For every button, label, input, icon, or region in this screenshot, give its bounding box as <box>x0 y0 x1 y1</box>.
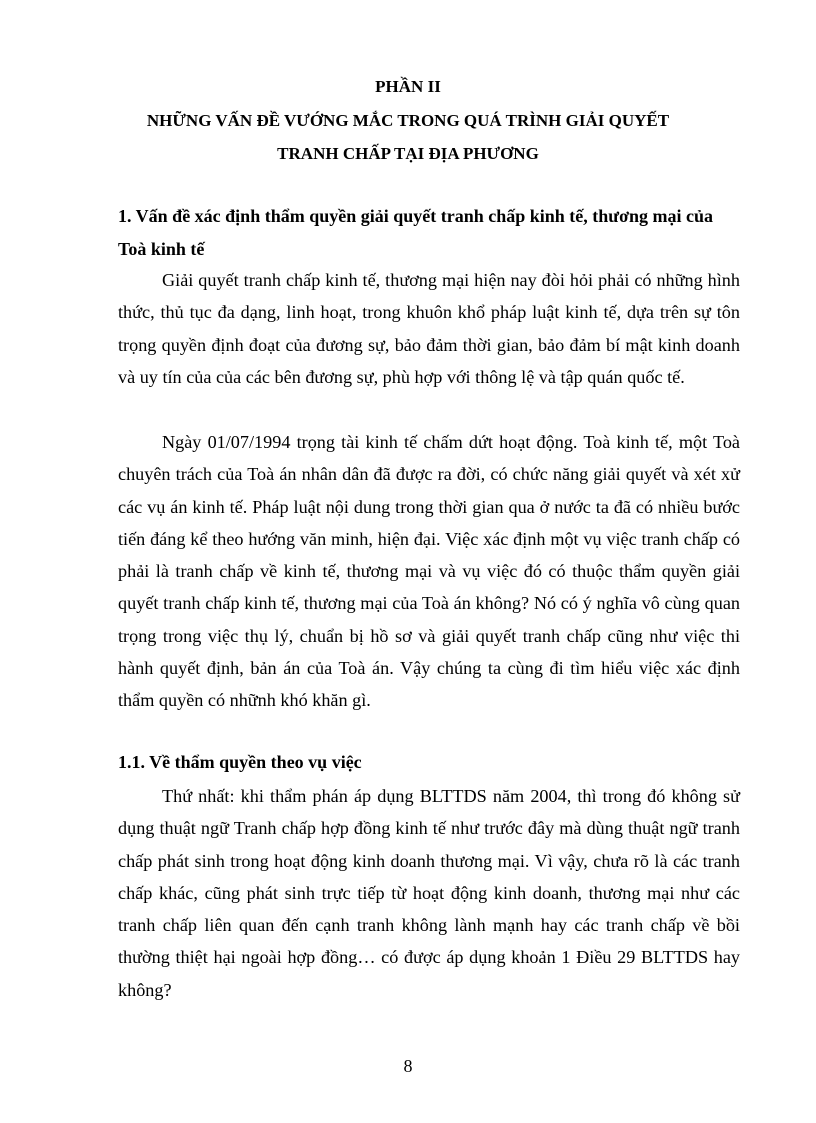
paragraph-1: Giải quyết tranh chấp kinh tế, thương mại hiện nay đòi hỏi phải có những hình thức, thủ tục đa dạng, linh hoạt, trong khuôn khổ pháp luật kinh tế, dựa trên sự tôn trọng quyền định đoạt của đương sự, bảo đảm thời gian, bảo đảm bí mật kinh doanh và uy tín của của các bên đương sự, phù hợp với thông lệ và tập quán quốc tế. <box>118 270 740 387</box>
page-number: 8 <box>403 1056 413 1076</box>
paragraph-2: Ngày 01/07/1994 trọng tài kinh tế chấm dứt hoạt động. Toà kinh tế, một Toà chuyên trách của Toà án nhân dân đã được ra đời, có chức năng giải quyết và xét xử các vụ án kinh tế. Pháp luật nội dung trong thời gian qua ở nước ta đã có nhiều bước tiến đáng kể theo hướng văn minh, hiện đại. Việc xác định một vụ việc tranh chấp có phải là tranh chấp về kinh tế, thương mại và vụ việc đó có thuộc thẩm quyền giải quyết tranh chấp kinh tế, thương mại của Toà án không? Nó có ý nghĩa vô cùng quan trọng trong việc thụ lý, chuẩn bị hồ sơ và giải quyết tranh chấp cũng như việc thi hành quyết định, bản án của Toà án. Vậy chúng ta cùng đi tìm hiểu việc xác định thẩm quyền có nhữnh khó khăn gì. <box>118 432 740 711</box>
part-title-line2: TRANH CHẤP TẠI ĐỊA PHƯƠNG <box>277 144 539 163</box>
part-label: PHẦN II <box>375 77 441 96</box>
subsection-heading: 1.1. Về thẩm quyền theo vụ việc <box>118 752 362 772</box>
paragraph-3: Thứ nhất: khi thẩm phán áp dụng BLTTDS năm 2004, thì trong đó không sử dụng thuật ngữ Tranh chấp hợp đồng kinh tế như trước đây mà dùng thuật ngữ tranh chấp phát sinh trong hoạt động kinh doanh thương mại. Vì vậy, chưa rõ là các tranh chấp khác, cũng phát sinh trực tiếp từ hoạt động kinh doanh, thương mại như các tranh chấp liên quan đến cạnh tranh không lành mạnh hay các tranh chấp về bồi thường thiệt hại ngoài hợp đồng… có được áp dụng khoản 1 Điều 29 BLTTDS hay không? <box>118 786 740 1000</box>
part-title-line1: NHỮNG VẤN ĐỀ VƯỚNG MẮC TRONG QUÁ TRÌNH GIẢI QUYẾT <box>146 111 670 130</box>
section-heading: 1. Vấn đề xác định thẩm quyền giải quyết tranh chấp kinh tế, thương mại của Toà kinh tế <box>118 206 714 259</box>
